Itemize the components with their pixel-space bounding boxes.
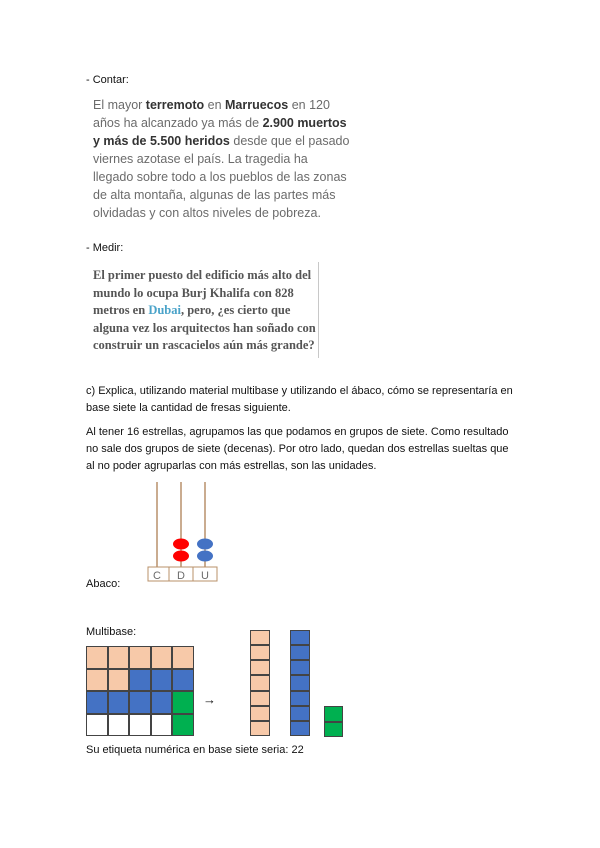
news-text: en 120 años ha alcanzado ya más de xyxy=(93,98,330,130)
news-excerpt-earthquake xyxy=(93,96,351,222)
grid-cell-peach xyxy=(151,646,173,669)
grid-cell-peach xyxy=(172,646,194,669)
quote-divider xyxy=(318,262,319,358)
rod-unit-peach xyxy=(250,645,270,660)
abacus-bead-d-2 xyxy=(173,551,189,562)
news-excerpt-burj-khalifa xyxy=(93,267,325,355)
grid-cell-blue xyxy=(129,691,151,714)
rod-unit-blue xyxy=(290,691,310,706)
abacus xyxy=(140,478,230,586)
rod-unit-blue xyxy=(290,706,310,721)
news-text: El primer puesto del edificio más alto del mundo lo ocupa Burj Khalifa con 828 metros en xyxy=(93,268,312,317)
rod-unit-peach xyxy=(250,675,270,690)
news-text: El mayor xyxy=(93,98,146,112)
abacus-bead-d-1 xyxy=(173,539,189,550)
rod-unit-blue xyxy=(290,675,310,690)
rod-unit-blue xyxy=(290,660,310,675)
dubai-link[interactable]: Dubai xyxy=(148,303,181,317)
grid-cell-white xyxy=(108,714,130,737)
grid-cell-peach xyxy=(86,669,108,692)
abacus-bead-u-1 xyxy=(197,539,213,550)
multibase-grid xyxy=(86,646,194,736)
grid-cell-green xyxy=(172,714,194,737)
grid-cell-white xyxy=(86,714,108,737)
grid-cell-white xyxy=(151,714,173,737)
news-text: , pero, ¿es cierto que alguna vez los arquitectos han soñado con construir un rascacielos aún más grande? xyxy=(93,303,316,352)
contar-label: - Contar: xyxy=(86,74,129,86)
abacus-bead-u-2 xyxy=(197,551,213,562)
grid-cell-blue xyxy=(151,691,173,714)
grid-cell-blue xyxy=(151,669,173,692)
grid-cell-peach xyxy=(108,646,130,669)
unit-cubes-green xyxy=(324,706,343,737)
grid-cell-blue xyxy=(129,669,151,692)
ten-rod-blue xyxy=(290,630,310,736)
news-text: desde que el pasado viernes azotase el país. La tragedia ha llegado sobre todo a los pueblos de las zonas de alta montaña, algunas de las partes más olvidadas y con altos niveles de pobreza. xyxy=(93,134,350,220)
unit-cube xyxy=(324,722,343,738)
abacus-column-d: D xyxy=(177,570,185,582)
arrow-icon: → xyxy=(203,692,216,707)
grid-cell-peach xyxy=(108,669,130,692)
grid-cell-peach xyxy=(86,646,108,669)
grid-cell-blue xyxy=(86,691,108,714)
grid-cell-blue xyxy=(172,669,194,692)
numeric-label-result: Su etiqueta numérica en base siete seria: 22 xyxy=(86,744,304,756)
ten-rod-peach xyxy=(250,630,270,736)
rod-unit-peach xyxy=(250,691,270,706)
rod-unit-peach xyxy=(250,706,270,721)
news-bold: Marruecos xyxy=(225,98,289,112)
news-bold: terremoto xyxy=(145,98,205,112)
rod-unit-peach xyxy=(250,660,270,675)
news-bold: 2.900 muertos y más de 5.500 heridos xyxy=(93,116,347,148)
rod-unit-peach xyxy=(250,721,270,736)
answer-paragraph: Al tener 16 estrellas, agrupamos las que podamos en grupos de siete. Como resultado no sale dos grupos de siete (decenas). Por otro lado, quedan dos estrellas sueltas que al no poder agruparlas con más estrellas, son las unidades. xyxy=(86,426,509,472)
question-c: c) Explica, utilizando material multibase y utilizando el ábaco, cómo se representaría en base siete la cantidad de fresas siguiente. xyxy=(86,385,513,414)
rod-unit-peach xyxy=(250,630,270,645)
multibase-label: Multibase: xyxy=(86,626,137,638)
abacus-column-u: U xyxy=(201,570,209,582)
grid-cell-white xyxy=(129,714,151,737)
rod-unit-blue xyxy=(290,630,310,645)
news-text: en xyxy=(204,98,225,112)
grid-cell-peach xyxy=(129,646,151,669)
unit-cube xyxy=(324,706,343,722)
grid-cell-blue xyxy=(108,691,130,714)
grid-cell-green xyxy=(172,691,194,714)
rod-unit-blue xyxy=(290,645,310,660)
rod-unit-blue xyxy=(290,721,310,736)
abacus-column-c: C xyxy=(153,570,161,582)
abacus-label: Abaco: xyxy=(86,578,121,590)
medir-label: - Medir: xyxy=(86,242,124,254)
